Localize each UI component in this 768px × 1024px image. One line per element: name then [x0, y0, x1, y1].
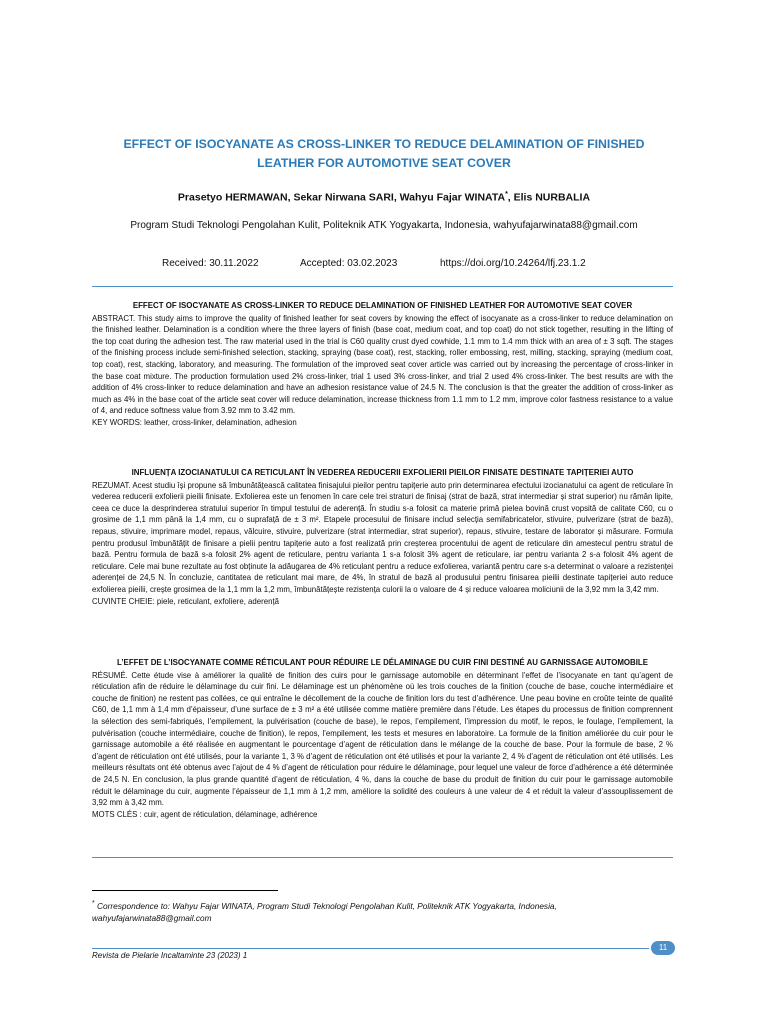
article-title-line-2: LEATHER FOR AUTOMOTIVE SEAT COVER [257, 156, 511, 170]
affiliation: Program Studi Teknologi Pengolahan Kulit, Politeknik ATK Yogyakarta, Indonesia, wahyufajarwinata88@gmail.com [130, 220, 638, 231]
romanian-abstract-title: INFLUENȚA IZOCIANATULUI CA RETICULANT ÎN VEDEREA REDUCERII EXFOLIERII PIEILOR FINISATE DESTINATE TAPIȚERIEI AUTO [131, 468, 634, 477]
article-title-line-1: EFFECT OF ISOCYANATE AS CROSS-LINKER TO REDUCE DELAMINATION OF FINISHED [123, 137, 645, 151]
article-title [100, 135, 668, 173]
english-keywords: KEY WORDS: leather, cross-linker, delamination, adhesion [92, 417, 297, 427]
romanian-abstract-text: REZUMAT. Acest studiu își propune să îmbunătățească calitatea finisajului pieilor pentru tapițerie auto prin determinarea efectului izocianatului ca agent de reticulare în vederea reducerii exfolierii pieilii finisate. Exfolierea este un fenomen în care cele trei straturi de finisaj (strat de bază, strat intermediar și strat superior) nu rămân lipite, ceea ce duce la desprinderea stratului superior în timpul testului de aderență. În studiu s-a folosit ca materie primă pielea bovină crust vopsită de calitate C60, cu o grosime de 1,1 mm până la 1,4 mm, cu o suprafață de ± 3 m². Etapele procesului de finisare includ selecția semifabricatelor, stivuire, pulverizare (strat de bază), repaus, stivuire, imprimare model, repaus, vălcuire, stivuire, pulverizare (strat intermediar, strat superior), repaus, stivuire, testare de laborator și măsurare. Formula pentru produsul îmbunătățit de finisare a pielii pentru tapițerie auto a fost realizată prin creșterea procentului de agent de reticulare din amestecul pentru stratul de bază. Pentru formula de bază s-a folosit 2% agent de reticulare, pentru varianta 1 s-a folosit 3% agent de reticulare, iar pentru varianta 2 s-a folosit 4% agent de reticulare. Cele mai bune rezultate au fost obținute la adăugarea de 4% reticulant pentru a reduce exfolierea, variantă pentru care s-a determinat o valoare a rezistenței aderenței de 24,5 N. În concluzie, cantitatea de reticulant mai mare, de 4%, în stratul de bază al produsului pentru finisarea pieilii destinate tapițeriei auto reduce exfolierea pieilii, crește grosimea de la 1,1 mm la 1,2 mm, îmbunătățește rezistența culorii la o valoare de 4 și reduce valoarea moliciunii de la 3,92 mm la 3,42 mm. [92, 480, 673, 594]
footnote-text: Correspondence to: Wahyu Fajar WINATA, Program Studi Teknologi Pengolahan Kulit, Politeknik ATK Yogyakarta, Indonesia, wahyufajarwinata88@gmail.com [92, 900, 557, 924]
english-abstract-text: ABSTRACT. This study aims to improve the quality of finished leather for seat covers by knowing the effect of isocyanate as a cross-linker to reduce delamination on the finished leather. Delamination is a condition where the three layers of finish (base coat, medium coat, and top coat) do not stick together, resulting in the lifting of the top coat during the adhesion test. The raw material used in the trial is C60 quality crust dyed cowhide, 1.1 mm to 1.4 mm thick with an area of ± 3 sqft. The stages of the finishing process include semi-finished selection, stacking, spraying (base coat), rest, stacking, roller embossing, rest, milling, stacking, spraying (medium coat, top coat), rest, stacking, laboratory, and measuring. The formulation of the improved seat cover article was carried out by increasing the percentage of cross-linker in the base coat mixture. The production formulation used 2% cross-linker, trial 1 used 3% cross-linker, and trial 2 used 4% cross-linker. The best results are with the addition of 4% cross-linker to reduce delamination and have an adhesion resistance value of 24.5 N. The conclusion is that the greater the addition of cross-linker as much as 4% in the base coat of the article seat cover will reduce delamination, increase thickness from 1.1 mm to 1.2 mm, improve color fastness resistance to a value of 4, and reduce softness value from 3.92 mm to 3.42 mm. [92, 313, 673, 416]
french-abstract-text: RÉSUMÉ. Cette étude vise à améliorer la qualité de finition des cuirs pour le garnissage automobile en déterminant l’effet de l’isocyanate en tant qu’agent de réticulation afin de réduire le délaminage du cuir fini. Le délaminage est un phénomène où les trois couches de la finition (couche de base, couche intermédiaire et couche de finition) ne restent pas collées, ce qui entraîne le décollement de la couche de finition lors du test d’adhérence. Une peau bovine en croûte teinte de qualité C60, de 1,1 mm à 1,4 mm d’épaisseur, d’une surface de ± 3 m² a été utilisée comme matière première dans l’étude. Les étapes du processus de finition comprennent la sélection des semi-fabriqués, l’empilement, la pulvérisation (couche de base), le repos, l’empilement, l’impression du motif, le repos, le foulage, l’empilement, la pulvérisation (couche intermédiaire, couche de finition), le repos, l’empilement, les tests et mesures en laboratoire. La formule de la finition améliorée du cuir pour le garnissage automobile a été réalisée en augmentant le pourcentage d’agent de réticulation dans le mélange de la couche de base. Pour la formule de base, 2 % d’agent de réticulation ont été utilisés, pour la variante 1, 3 % d’agent de réticulation ont été utilisés et pour la variante 2, 4 % d’agent de réticulation ont été utilisés. Les meilleurs résultats ont été obtenus avec l’ajout de 4 % d’agent de réticulation pour réduire le délaminage, pour lequel une valeur de force d’adhérence a été déterminée de 24,5 N. En conclusion, la plus grande quantité d’agent de réticulation, 4 %, dans la couche de base du produit de finition du cuir pour le garnissage automobile réduit le délaminage du cuir, augmente l’épaisseur de 1,1 mm à 1,2 mm, améliore la solidité des couleurs à une valeur de 4 et réduit la valeur d’assouplissement de 3,92 mm à 3,42 mm. [92, 670, 673, 808]
authors-part-2: , Elis NURBALIA [507, 191, 591, 204]
corresponding-author-marker: * [505, 191, 508, 198]
romanian-abstract-section [92, 467, 673, 607]
correspondence-footnote [92, 898, 673, 925]
doi-link[interactable]: https://doi.org/10.24264/lfj.23.1.2 [440, 258, 586, 269]
accepted-date: Accepted: 03.02.2023 [300, 258, 398, 269]
received-date: Received: 30.11.2022 [162, 258, 259, 269]
footnote-marker: * [92, 900, 95, 907]
footnote-separator [92, 890, 278, 891]
footer-rule [92, 948, 649, 949]
french-abstract-section [92, 657, 673, 820]
english-abstract-section [92, 300, 673, 429]
authors-part-1: Prasetyo HERMAWAN, Sekar Nirwana SARI, Wahyu Fajar WINATA [177, 191, 506, 204]
english-abstract-title: EFFECT OF ISOCYANATE AS CROSS-LINKER TO REDUCE DELAMINATION OF FINISHED LEATHER FOR AUTOMOTIVE SEAT COVER [132, 301, 633, 310]
authors-line [0, 191, 768, 204]
header-rule [92, 286, 673, 287]
french-abstract-title: L’EFFET DE L’ISOCYANATE COMME RÉTICULANT POUR RÉDUIRE LE DÉLAMINAGE DU CUIR FINI DESTINÉ AU GARNISSAGE AUTOMOBILE [116, 658, 649, 667]
journal-citation: Revista de Pielarie Incaltaminte 23 (2023) 1 [92, 951, 248, 960]
romanian-keywords: CUVINTE CHEIE: piele, reticulant, exfoliere, aderență [92, 596, 280, 606]
french-keywords: MOTS CLÉS : cuir, agent de réticulation, délaminage, adhérence [92, 809, 318, 819]
abstract-end-rule [92, 857, 673, 858]
page-number-badge: 11 [651, 941, 675, 955]
